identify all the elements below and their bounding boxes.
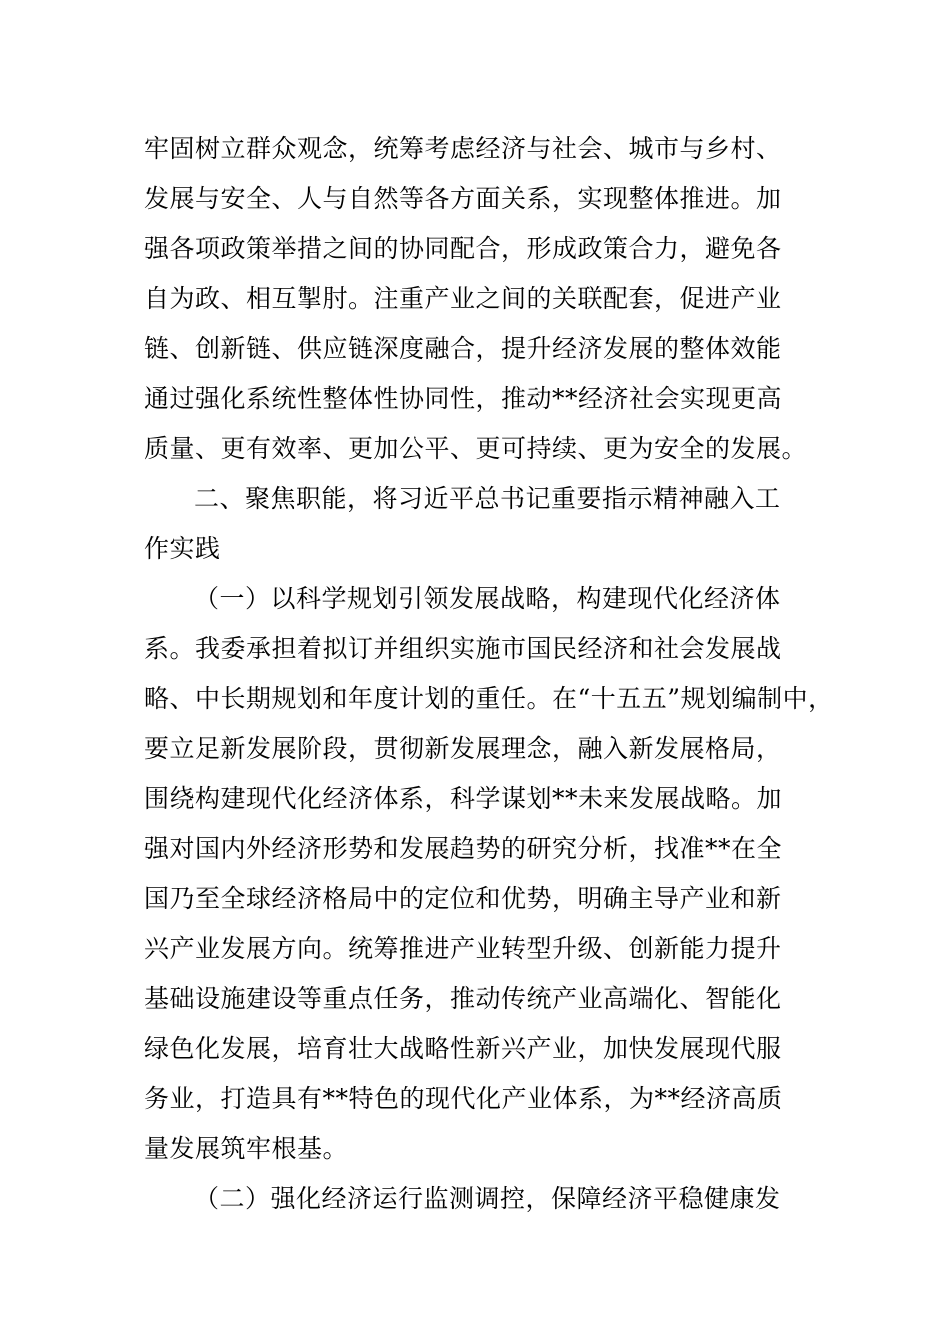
text-line: 强各项政策举措之间的协同配合，形成政策合力，避免各 [144, 234, 782, 263]
subsection-heading: （一）以科学规划引领发展战略，构建现代化经济体 [194, 584, 781, 613]
text-line: 系。我委承担着拟订并组织实施市国民经济和社会发展战 [144, 634, 782, 663]
text-line: 基础设施建设等重点任务，推动传统产业高端化、智能化 [144, 984, 782, 1013]
text-line: 量发展筑牢根基。 [144, 1134, 349, 1163]
section-heading: 二、聚焦职能，将习近平总书记重要指示精神融入工 [194, 484, 781, 513]
text-line: 绿色化发展，培育壮大战略性新兴产业，加快发展现代服 [144, 1034, 782, 1063]
text-line: 兴产业发展方向。统筹推进产业转型升级、创新能力提升 [144, 934, 782, 963]
text-line: 国乃至全球经济格局中的定位和优势，明确主导产业和新 [144, 884, 782, 913]
text-line: 自为政、相互掣肘。注重产业之间的关联配套，促进产业 [144, 284, 782, 313]
text-line: 要立足新发展阶段，贯彻新发展理念，融入新发展格局， [144, 734, 782, 763]
section-heading-continued: 作实践 [144, 534, 221, 563]
text-line: 通过强化系统性整体性协同性，推动**经济社会实现更高 [144, 384, 783, 413]
text-line: 强对国内外经济形势和发展趋势的研究分析，找准**在全 [144, 834, 783, 863]
text-line: 发展与安全、人与自然等各方面关系，实现整体推进。加 [144, 184, 782, 213]
text-line: 略、中长期规划和年度计划的重任。在“十五五”规划编制中， [144, 684, 834, 713]
text-line: 围绕构建现代化经济体系，科学谋划**未来发展战略。加 [144, 784, 783, 813]
subsection-heading: （二）强化经济运行监测调控，保障经济平稳健康发 [194, 1184, 781, 1213]
text-line: 质量、更有效率、更加公平、更可持续、更为安全的发展。 [144, 434, 808, 463]
text-line: 务业，打造具有**特色的现代化产业体系，为**经济高质 [144, 1084, 783, 1113]
text-line: 链、创新链、供应链深度融合，提升经济发展的整体效能 [144, 334, 782, 363]
text-line: 牢固树立群众观念，统筹考虑经济与社会、城市与乡村、 [144, 134, 782, 163]
